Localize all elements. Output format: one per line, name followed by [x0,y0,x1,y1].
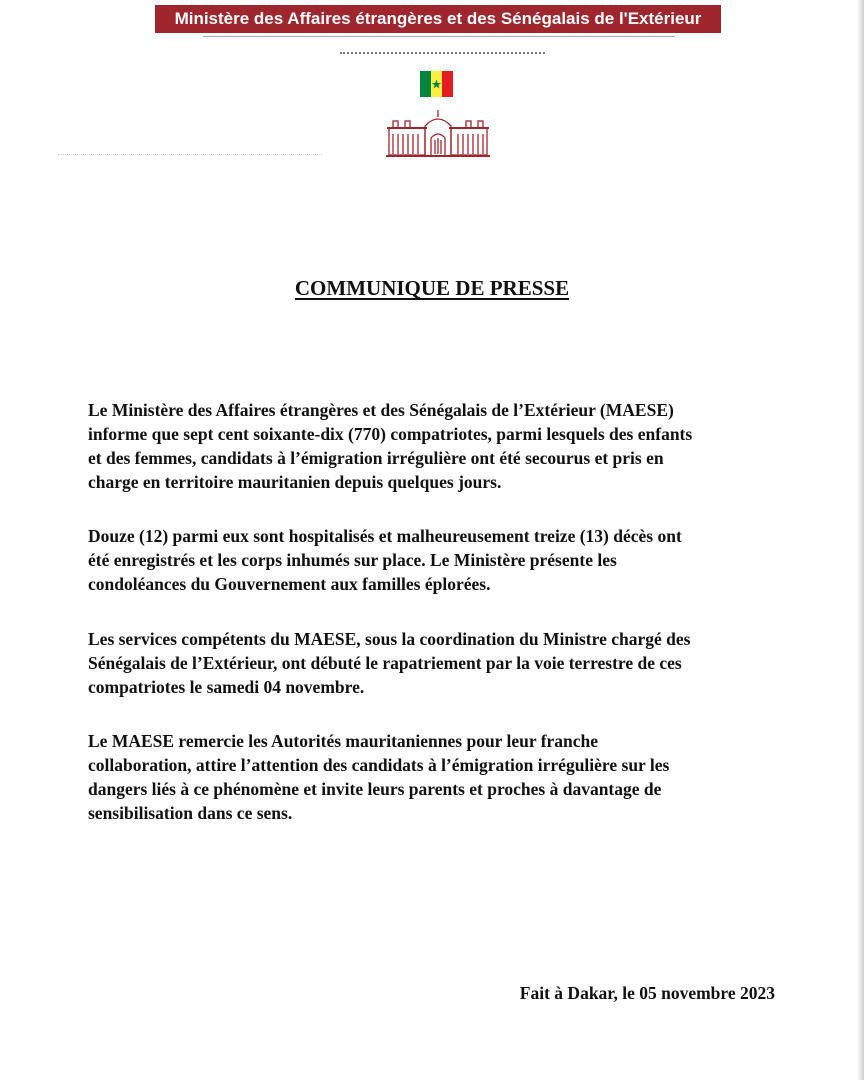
page-title [0,276,864,300]
flag-red-band [442,71,453,97]
paragraph-line: Douze (12) parmi eux sont hospitalisés et malheureusement treize (13) décès ont [88,526,682,546]
paragraph-line: charge en territoire mauritanien depuis quelques jours. [88,472,502,492]
paragraph-1 [88,398,828,494]
paragraph-line: Le Ministère des Affaires étrangères et des Sénégalais de l’Extérieur (MAESE) [88,400,674,420]
paragraph-line: Les services compétents du MAESE, sous la coordination du Ministre chargé des [88,629,691,649]
paragraph-4 [88,729,828,825]
faint-separator [58,154,322,155]
dotted-separator [340,52,545,54]
paragraph-line: et des femmes, candidats à l’émigration irrégulière ont été secourus et pris en [88,448,664,468]
palace-left-wing [389,128,425,155]
ministry-banner: Ministère des Affaires étrangères et des Sénégalais de l'Extérieur [155,5,721,33]
page-title-text: COMMUNIQUE DE PRESSE [294,276,570,300]
paragraph-line: collaboration, attire l’attention des candidats à l’émigration irrégulière sur les [88,755,670,775]
paragraph-line: dangers liés à ce phénomène et invite leurs parents et proches à davantage de [88,779,662,799]
ministry-palace-logo-icon [385,108,491,157]
paragraph-line: Sénégalais de l’Extérieur, ont débuté le rapatriement par la voie terrestre de ces [88,653,682,673]
paragraph-line: compatriotes le samedi 04 novembre. [88,677,365,697]
signature-place-date: Fait à Dakar, le 05 novembre 2023 [519,983,775,1003]
paragraph-3 [88,627,828,699]
banner-underline [203,36,675,37]
paragraph-line: condoléances du Gouvernement aux familles éplorées. [88,574,491,594]
senegal-flag-icon [420,71,453,97]
page-edge-shadow [857,0,864,1080]
palace-right-wing [451,128,487,155]
flag-green-band [420,71,431,97]
paragraph-line: Le MAESE remercie les Autorités mauritaniennes pour leur franche [88,731,599,751]
paragraph-line: informe que sept cent soixante-dix (770) compatriotes, parmi lesquels des enfants [88,424,693,444]
paragraph-line: sensibilisation dans ce sens. [88,803,293,823]
paragraph-line: été enregistrés et les corps inhumés sur place. Le Ministère présente les [88,550,617,570]
paragraph-2 [88,524,828,596]
